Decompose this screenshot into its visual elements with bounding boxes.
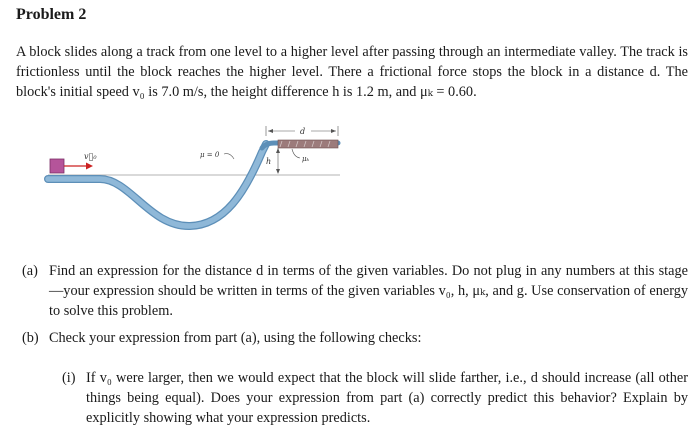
h-label: h xyxy=(266,157,272,166)
part-b-text: Check your expression from part (a), using the following checks: xyxy=(49,330,422,346)
part-b-i xyxy=(62,368,688,428)
problem-title: Problem 2 xyxy=(16,6,87,23)
problem-statement: A block slides along a track from one level to a higher level after passing through an intermediate valley. The track is frictionless until the block reaches the higher level. There a frictional force stops the block in a distance d. The block's initial speed v₀ is 7.0 m/s, the height difference h is 1.2 m, and μₖ = 0.60. xyxy=(16,44,688,100)
mu-k-label: μₖ xyxy=(302,155,310,163)
part-a-text: Find an expression for the distance d in terms of the given variables. Do not plug in any numbers at this stage—your expression should be written in terms of the given variables v₀, h, μₖ, and g. Use conservation of energy to solve this problem. xyxy=(49,263,688,319)
part-a xyxy=(22,261,688,321)
v0-label: v⃗₀ xyxy=(84,152,97,161)
part-b-i-label: (i) xyxy=(62,370,76,386)
part-a-label: (a) xyxy=(22,263,38,279)
block xyxy=(50,159,64,173)
part-b-i-text: If v₀ were larger, then we would expect that the block will slide farther, i.e., d should increase (all other things being equal). Does your expression from part (a) correctly predict this behavior? Explain by explicitly showing what your expression predicts. xyxy=(86,370,688,426)
track-diagram xyxy=(40,122,350,232)
d-label: d xyxy=(300,127,306,136)
mu-zero-label: μ = 0 xyxy=(200,151,220,159)
part-b xyxy=(22,328,688,348)
part-b-label: (b) xyxy=(22,330,39,346)
track xyxy=(48,144,266,226)
